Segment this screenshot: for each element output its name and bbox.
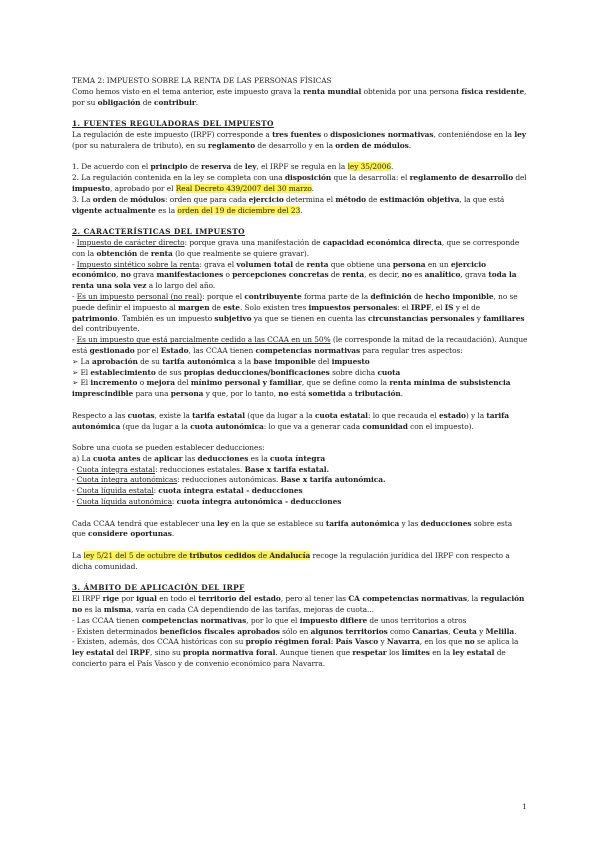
caracteristica-sintetico: - Impuesto sintético sobre la renta: grava el volumen total de renta que obtiene una persona en un ejercicio económico, no grava manifestaciones o percepciones concretas de renta, es decir, no es analítico, grava toda la renta una sola vez a lo largo del año.	[72, 259, 517, 291]
aspecto-minimo: ➢ El incremento o mejora del mínimo personal y familiar, que se define como la renta mínima de subsistencia imprescindible para una persona y que, por lo tanto, no está sometida a tributación.	[72, 378, 511, 399]
ccaa-ley-paragraph: Cada CCAA tendrá que establecer una ley en la que se establece su tarifa autonómica y las deducciones sobre esta que considere oportunas.	[72, 518, 513, 539]
fuentes-list-item-ley: 1. De acuerdo con el principio de reserva de ley, el IRPF se regula en la ley 35/2006.	[72, 162, 394, 172]
fuentes-paragraph: La regulación de este impuesto (IRPF) corresponde a tres fuentes o disposiciones normativas, conteniéndose en la ley (por su naturalera de tributo), en su reglamento de desarrollo y en la orden de módulos.	[72, 129, 526, 150]
highlight-ley: ley 35/2006	[347, 162, 391, 172]
andalucia-paragraph: La ley 5/21 del 5 de octubre de tributos cedidos de Andalucía recoge la regulación jurídica del IRPF con respecto a dicha comunidad.	[72, 551, 510, 571]
cuota-liquida-estatal: - Cuota líquida estatal: cuota íntegra estatal - deducciones	[72, 486, 303, 496]
cuotas-paragraph: Respecto a las cuotas, existe la tarifa estatal (que da lugar a la cuota estatal: lo que recauda el estado) y la tarifa autonómica (que da lugar a la cuota autonómica: lo que va a generar cada comunidad con el impuesto).	[72, 410, 509, 431]
caracteristica-cedido: - Es un impuesto que está parcialmente cedido a las CCAA en un 50% (le corresponde la mitad de la recaudación). Aunque está gestionado por el Estado, las CCAA tienen competencias normativas para regular tres aspectos:	[72, 335, 528, 355]
highlight-real-decreto: Real Decreto 439/2007 del 30 marzo	[175, 183, 312, 193]
document-title: TEMA 2: IMPUESTO SOBRE LA RENTA DE LAS PERSONAS FÍSICAS	[72, 76, 332, 85]
caracteristica-directo: - Impuesto de carácter directo: porque grava una manifestación de capacidad económica directa, que se corresponde con la obtención de renta (lo que realmente se quiere gravar).	[72, 237, 520, 258]
ambito-paragraph: El IRPF rige por igual en todo el territorio del estado, pero al tener las CA competencias normativas, la regulación no es la misma, varía en cada CA dependiendo de las tarifas, mejoras de cuota...	[72, 594, 525, 615]
page-number: 1	[522, 802, 527, 811]
section-heading-fuentes: 1. FUENTES REGULADORAS DEL IMPUESTO	[72, 119, 274, 129]
fuentes-list-item-reglamento: 2. La regulación contenida en la ley se completa con una disposición que la desarrolla: el reglamento de desarrollo del impuesto, aprobado por el Real Decreto 439/2007 del 30 marzo.	[72, 173, 527, 193]
highlight-orden: orden del 19 de diciembre del 23	[177, 205, 301, 215]
cuota-integra-autonomica: - Cuota íntegra autonómicas: reducciones autonómicas. Base x tarifa autonómica.	[72, 475, 386, 485]
aspecto-tarifa: ➢ La aprobación de su tarifa autonómica a la base imponible del impuesto	[72, 356, 370, 366]
aspecto-deducciones: ➢ El establecimiento de sus propias deducciones/bonificaciones sobre dicha cuota	[72, 367, 401, 377]
caracteristica-personal: - Es un impuesto personal (no real): porque el contribuyente forma parte de la definición de hecho imponible, no se puede definir el impuesto al margen de este. Solo existen tres impuestos personales: el IRPF, el IS y el de patrimonio. También es un impuesto subjetivo ya que se tienen en cuenta las circunstancias personales y familiares del contribuyente.	[72, 291, 525, 334]
section-heading-caracteristicas: 2. CARACTERÍSTICAS DEL IMPUESTO	[72, 227, 245, 237]
cuota-liquida-autonomica: - Cuota líquida autonómica: cuota íntegra autonómica - deducciones	[72, 497, 342, 507]
cuota-integra-definition: a) La cuota antes de aplicar las deducciones es la cuota íntegra	[72, 453, 326, 463]
ambito-item-competencias: - Las CCAA tienen competencias normativas, por lo que el impuesto difiere de unos territorios a otros	[72, 615, 467, 625]
ambito-item-beneficios: - Existen determinados beneficios fiscales aprobados sólo en algunos territorios como Canarias, Ceuta y Melilla.	[72, 626, 517, 636]
intro-paragraph: Como hemos visto en el tema anterior, este impuesto grava la renta mundial obtenida por una persona física residente, por su obligación de contribuir.	[72, 86, 527, 107]
ambito-item-foral: - Existen, además, dos CCAA históricas con su propio régimen foral: País Vasco y Navarra, en los que no se aplica la ley estatal del IRPF, sino su propia normativa foral. Aunque tienen que respetar los límites en la ley estatal de concierto para el País Vasco y de convenio económico para Navarra.	[72, 637, 519, 669]
cuota-integra-estatal: - Cuota íntegra estatal: reducciones estatales. Base x tarifa estatal.	[72, 464, 330, 474]
section-heading-ambito: 3. ÁMBITO DE APLICACIÓN DEL IRPF	[72, 583, 245, 593]
highlight-ley-andalucia: ley 5/21 del 5 de octubre de tributos cedidos de Andalucía	[83, 551, 311, 561]
fuentes-list-item-orden: 3. La orden de módulos: orden que para cada ejercicio determina el método de estimación objetiva, la que está vigente actualmente es la orden del 19 de diciembre del 23.	[72, 194, 505, 215]
document-body	[72, 76, 528, 670]
deducciones-intro: Sobre una cuota se pueden establecer deducciones:	[72, 443, 265, 453]
